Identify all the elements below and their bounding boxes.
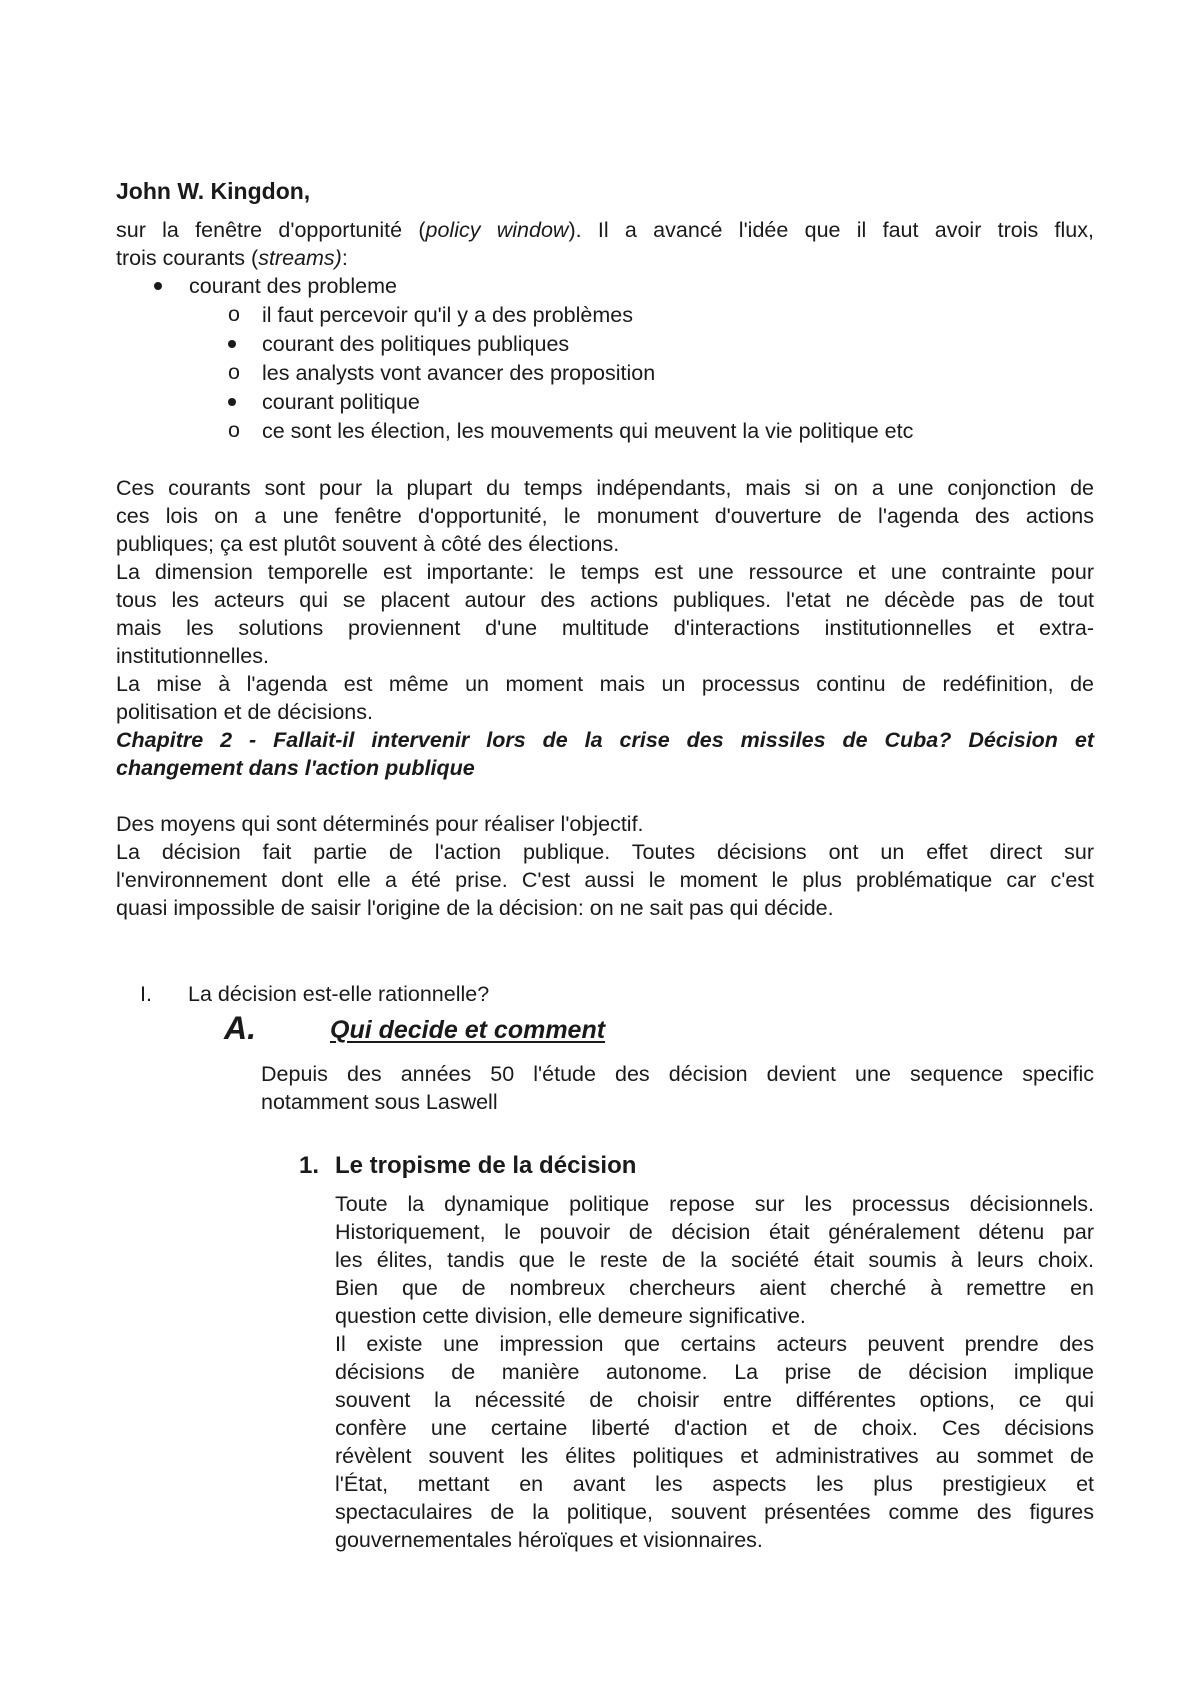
bullet-circle-icon: o bbox=[228, 360, 240, 384]
paragraph-line: institutionnelles. bbox=[116, 644, 269, 668]
list-item-text: courant des probleme bbox=[189, 274, 397, 298]
paragraph-line: Il existe une impression que certains acteurs peuvent prendre des bbox=[335, 1332, 1094, 1356]
intro-text: sur la fenêtre d'opportunité ( bbox=[116, 218, 426, 242]
list-item-text: il faut percevoir qu'il y a des problèmes bbox=[262, 303, 633, 327]
paragraph-line: révèlent souvent les élites politiques et administratives au sommet de bbox=[335, 1444, 1094, 1468]
paragraph-line: La mise à l'agenda est même un moment mais un processus continu de redéfinition, de bbox=[116, 672, 1094, 696]
paragraph-line: mais les solutions proviennent d'une multitude d'interactions institutionnelles et extra- bbox=[116, 616, 1094, 640]
bullet-dot-icon bbox=[228, 398, 236, 406]
chapter-title-line: changement dans l'action publique bbox=[116, 756, 475, 780]
paragraph-line: l'État, mettant en avant les aspects les plus prestigieux et bbox=[335, 1472, 1094, 1496]
subsubsection-number-marker: 1. bbox=[299, 1152, 320, 1179]
paragraph-line: quasi impossible de saisir l'origine de la décision: on ne sait pas qui décide. bbox=[116, 896, 834, 920]
subsection-title: Qui decide et comment bbox=[330, 1016, 606, 1044]
paragraph-line: Toute la dynamique politique repose sur les processus décisionnels. bbox=[335, 1192, 1094, 1216]
bullet-dot-icon bbox=[154, 282, 162, 290]
intro-text: trois courants ( bbox=[116, 246, 259, 270]
section-title: La décision est-elle rationnelle? bbox=[188, 982, 490, 1006]
paragraph-line: Des moyens qui sont déterminés pour réaliser l'objectif. bbox=[116, 812, 644, 836]
paragraph-line: souvent la nécessité de choisir entre différentes options, ce qui bbox=[335, 1388, 1094, 1412]
list-item-text: ce sont les élection, les mouvements qui meuvent la vie politique etc bbox=[262, 419, 914, 443]
intro-emphasis: policy window bbox=[425, 218, 569, 242]
bullet-dot-icon bbox=[228, 340, 236, 348]
intro-line-1 bbox=[116, 216, 1094, 244]
paragraph-line: l'environnement dont elle a été prise. C'est aussi le moment le plus problématique car c'est bbox=[116, 868, 1094, 892]
author-heading: John W. Kingdon, bbox=[116, 178, 311, 204]
paragraph-line: les élites, tandis que le reste de la société était soumis à leurs choix. bbox=[335, 1248, 1094, 1272]
paragraph-line: publiques; ça est plutôt souvent à côté des élections. bbox=[116, 532, 620, 556]
paragraph-line: question cette division, elle demeure significative. bbox=[335, 1304, 806, 1328]
paragraph-line: ces lois on a une fenêtre d'opportunité, le monument d'ouverture de l'agenda des actions bbox=[116, 504, 1094, 528]
paragraph-line: La dimension temporelle est importante: le temps est une ressource et une contrainte pour bbox=[116, 560, 1094, 584]
paragraph-line: Depuis des années 50 l'étude des décision devient une sequence specific bbox=[261, 1062, 1094, 1086]
subsubsection-title: Le tropisme de la décision bbox=[335, 1152, 637, 1179]
list-item-text: courant politique bbox=[262, 390, 420, 414]
section-roman-marker: I. bbox=[140, 982, 152, 1006]
bullet-circle-icon: o bbox=[228, 302, 240, 326]
chapter-title-line: Chapitre 2 - Fallait-il intervenir lors de la crise des missiles de Cuba? Décision et bbox=[116, 728, 1094, 752]
bullet-circle-icon: o bbox=[228, 418, 240, 442]
intro-emphasis: streams) bbox=[258, 246, 342, 270]
intro-text: : bbox=[341, 246, 348, 270]
paragraph-line: tous les acteurs qui se placent autour des actions publiques. l'etat ne décède pas de tout bbox=[116, 588, 1094, 612]
paragraph-line: décisions de manière autonome. La prise de décision implique bbox=[335, 1360, 1094, 1384]
paragraph-line: Historiquement, le pouvoir de décision était généralement détenu par bbox=[335, 1220, 1094, 1244]
intro-line-2 bbox=[116, 244, 348, 272]
paragraph-line: La décision fait partie de l'action publique. Toutes décisions ont un effet direct sur bbox=[116, 840, 1094, 864]
paragraph-line: Ces courants sont pour la plupart du temps indépendants, mais si on a une conjonction de bbox=[116, 476, 1094, 500]
list-item-text: les analysts vont avancer des proposition bbox=[262, 361, 656, 385]
paragraph-line: gouvernementales héroïques et visionnaires. bbox=[335, 1528, 763, 1552]
paragraph-line: spectaculaires de la politique, souvent présentées comme des figures bbox=[335, 1500, 1094, 1524]
subsection-letter-marker: A. bbox=[224, 1010, 256, 1046]
intro-text: ). Il a avancé l'idée que il faut avoir trois flux, bbox=[568, 218, 1094, 242]
paragraph-line: politisation et de décisions. bbox=[116, 700, 373, 724]
paragraph-line: Bien que de nombreux chercheurs aient cherché à remettre en bbox=[335, 1276, 1094, 1300]
list-item-text: courant des politiques publiques bbox=[262, 332, 570, 356]
paragraph-line: confère une certaine liberté d'action et de choix. Ces décisions bbox=[335, 1416, 1094, 1440]
paragraph-line: notamment sous Laswell bbox=[261, 1090, 498, 1114]
